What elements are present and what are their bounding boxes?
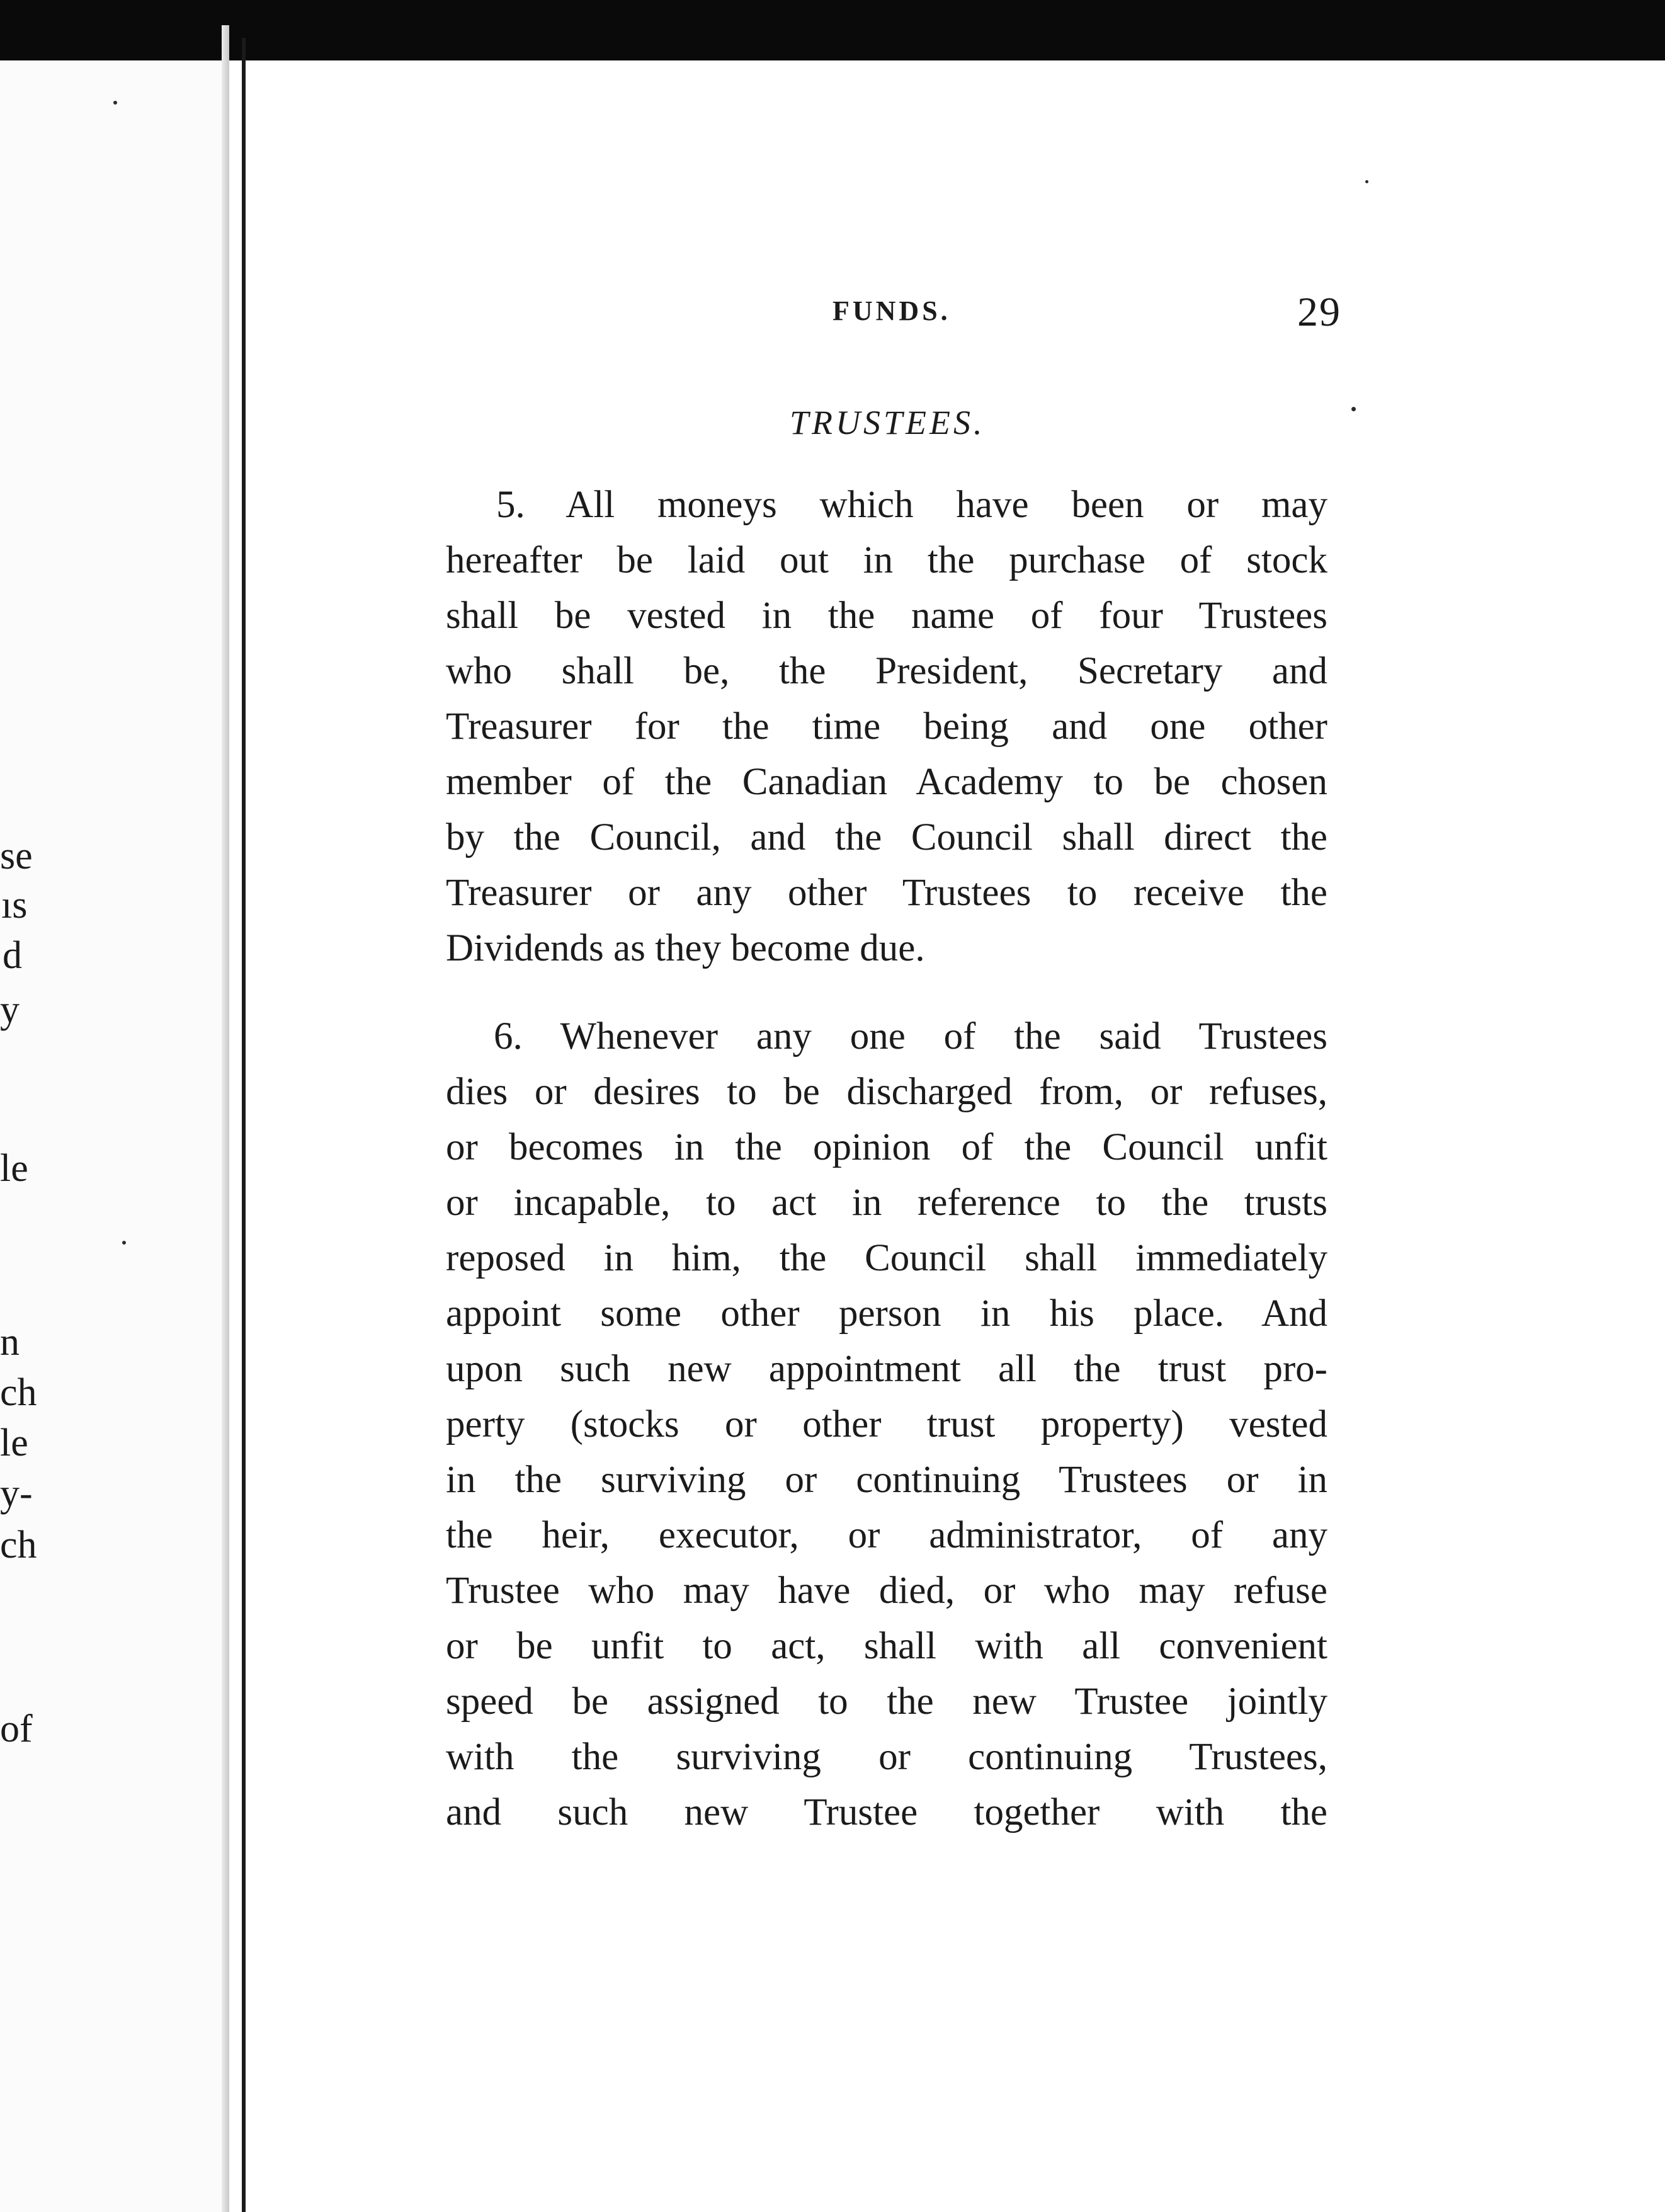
text-line: dies or desires to be discharged from, or refuses,: [446, 1071, 1327, 1113]
text-line: or becomes in the opinion of the Council unfit: [446, 1126, 1327, 1168]
text-line: or incapable, to act in reference to the trusts: [446, 1182, 1327, 1224]
text-line: Treasurer for the time being and one other: [446, 705, 1327, 748]
scan-speck: [122, 1241, 126, 1245]
fragment: y: [0, 988, 20, 1031]
scan-speck: [1351, 407, 1356, 411]
text-line: shall be vested in the name of four Trustees: [446, 595, 1327, 637]
fragment: n: [0, 1321, 20, 1364]
text-line: reposed in him, the Council shall immediately: [446, 1237, 1327, 1279]
fragment: of: [0, 1707, 33, 1750]
scan-top-border: [0, 0, 1665, 60]
section-heading: TRUSTEES.: [790, 404, 986, 442]
fragment: ıs: [1, 884, 28, 926]
fragment: le: [0, 1422, 28, 1464]
paragraph-5: [446, 477, 1327, 976]
running-head: [0, 288, 1665, 339]
fragment: se: [0, 835, 33, 877]
text-line: or be unfit to act, shall with all convenient: [446, 1625, 1327, 1667]
paragraph-6: [446, 1009, 1327, 1840]
running-title: FUNDS.: [833, 295, 951, 326]
text-line: by the Council, and the Council shall direct the: [446, 816, 1327, 858]
text-line: member of the Canadian Academy to be chosen: [446, 761, 1327, 803]
facing-page: [0, 60, 230, 2212]
scan-speck: [1365, 180, 1368, 183]
page-gutter-shadow: [222, 25, 229, 2212]
text-line: Dividends as they become due.: [446, 927, 925, 969]
text-line: perty (stocks or other trust property) vested: [446, 1403, 1327, 1445]
text-line: and such new Trustee together with the: [446, 1791, 1327, 1833]
text-line: upon such new appointment all the trust pro-: [446, 1348, 1327, 1390]
text-line: speed be assigned to the new Trustee jointly: [446, 1680, 1327, 1723]
page-gutter-edge: [242, 38, 246, 2212]
text-line: in the surviving or continuing Trustees or in: [446, 1459, 1327, 1501]
fragment: y-: [0, 1472, 33, 1515]
text-line: the heir, executor, or administrator, of any: [446, 1514, 1327, 1556]
text-line: with the surviving or continuing Trustees,: [446, 1736, 1327, 1778]
text-line: Trustee who may have died, or who may refuse: [446, 1570, 1327, 1612]
scan-speck: [113, 101, 117, 105]
text-line: hereafter be laid out in the purchase of stock: [446, 539, 1327, 581]
fragment: d: [3, 934, 22, 977]
page-number: 29: [1297, 289, 1341, 335]
text-line: 6. Whenever any one of the said Trustees: [494, 1015, 1327, 1058]
text-line: Treasurer or any other Trustees to receive the: [446, 872, 1327, 914]
fragment: ch: [0, 1524, 37, 1566]
text-line: appoint some other person in his place. And: [446, 1292, 1327, 1335]
fragment: ch: [0, 1371, 37, 1414]
fragment: le: [0, 1147, 28, 1190]
text-line: who shall be, the President, Secretary and: [446, 650, 1327, 692]
text-line: 5. All moneys which have been or may: [496, 484, 1327, 526]
